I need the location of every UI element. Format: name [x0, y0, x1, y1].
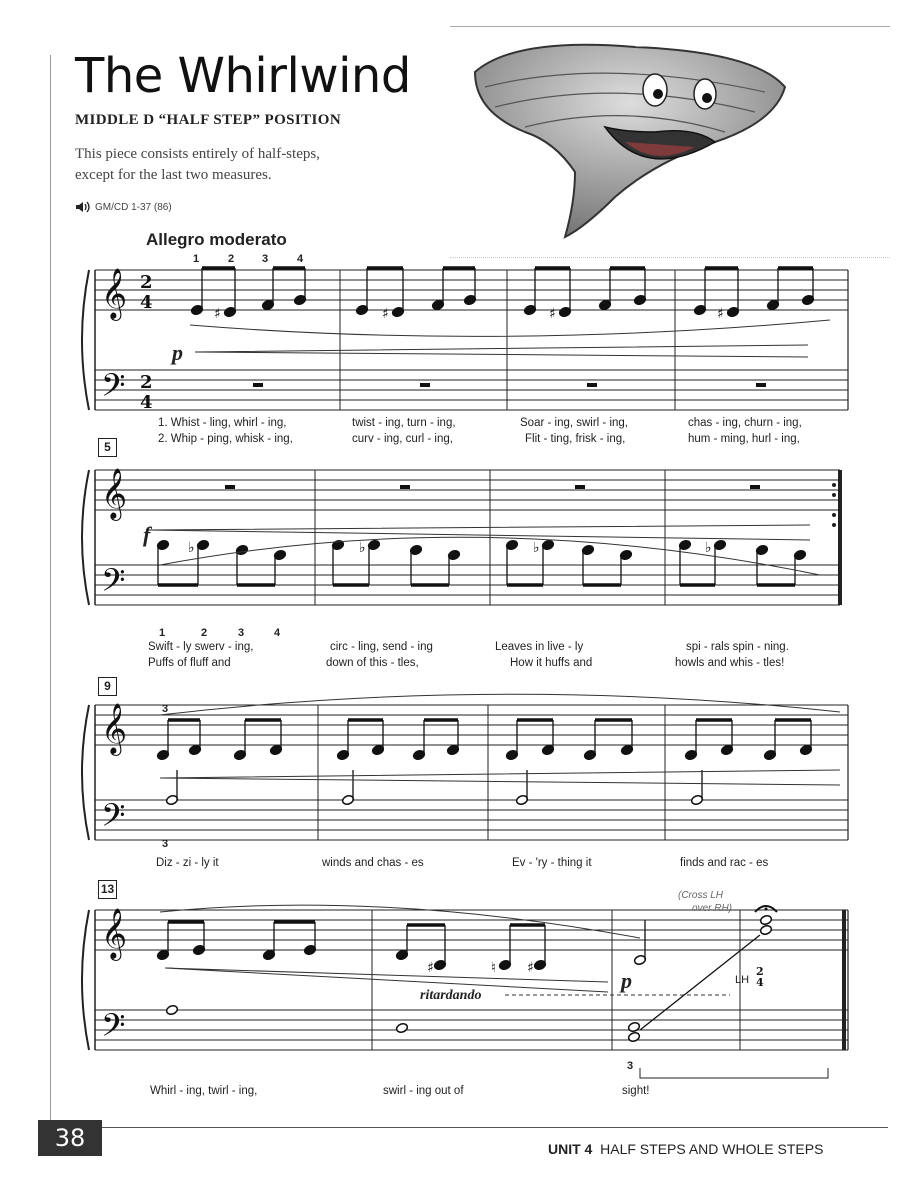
- position-subtitle: MIDDLE D “HALF STEP” POSITION: [75, 112, 342, 128]
- treble-clef-icon: 𝄞: [101, 703, 128, 754]
- sharp-icon: ♯: [427, 960, 434, 976]
- sharp-icon: ♯: [527, 960, 534, 976]
- time-signature: 4: [140, 392, 153, 413]
- note-head: [627, 1031, 640, 1042]
- footer-rule: [38, 1127, 888, 1128]
- sharp-icon: ♯: [214, 306, 221, 322]
- ritardando-marking: ritardando: [420, 988, 482, 1003]
- note-head: [759, 914, 772, 925]
- lyric: howls and whis - tles!: [675, 657, 785, 669]
- dynamic-marking: p: [621, 968, 632, 993]
- lyric: Ev - 'ry - thing it: [512, 857, 592, 869]
- rest: [400, 485, 410, 489]
- repeat-dot: [832, 483, 836, 487]
- treble-clef-icon: 𝄞: [101, 908, 128, 959]
- rest: [253, 383, 263, 387]
- note-head: [165, 1004, 178, 1015]
- finger-number: 1: [159, 627, 166, 639]
- note-head: [759, 924, 772, 935]
- lyric: swirl - ing out of: [383, 1085, 464, 1097]
- crescendo-hairpin: [195, 345, 808, 357]
- lyric: finds and rac - es: [680, 857, 769, 869]
- lh-label: LH: [735, 974, 750, 986]
- flat-icon: ♭: [188, 540, 195, 556]
- sharp-icon: ♯: [717, 306, 724, 322]
- triplet-number: 3: [162, 838, 169, 850]
- fermata-dot: [765, 908, 768, 911]
- finger-number: 1: [193, 253, 200, 265]
- time-signature: 2: [756, 965, 764, 978]
- cross-hands-note: (Cross LH: [678, 890, 724, 901]
- note-head: [627, 1021, 640, 1032]
- natural-icon: ♮: [491, 960, 497, 976]
- rest: [750, 485, 760, 489]
- bass-clef-icon: 𝄢: [101, 1007, 126, 1051]
- hairpin: [165, 968, 608, 992]
- flat-icon: ♭: [359, 540, 366, 556]
- description-line-2: except for the last two measures.: [75, 167, 272, 183]
- lyric: winds and chas - es: [322, 857, 424, 869]
- lyric: spi - rals spin - ning.: [686, 641, 789, 653]
- bracket: [640, 1068, 828, 1078]
- slur: [190, 320, 830, 336]
- finger-number: 3: [627, 1060, 634, 1072]
- rest: [225, 485, 235, 489]
- finger-number: 3: [262, 253, 269, 265]
- sharp-icon: ♯: [382, 306, 389, 322]
- lyric: hum - ming, hurl - ing,: [688, 433, 800, 445]
- lyric: Diz - zi - ly it: [156, 857, 219, 869]
- dynamic-marking: f: [143, 522, 151, 547]
- lyric: Whirl - ing, twirl - ing,: [150, 1085, 258, 1097]
- lyric: down of this - tles,: [326, 657, 419, 669]
- time-signature: 4: [756, 976, 764, 989]
- time-signature: 2: [140, 272, 153, 293]
- finger-number: 4: [274, 627, 281, 639]
- lyric: circ - ling, send - ing: [330, 641, 433, 653]
- lyric: Leaves in live - ly: [495, 641, 584, 653]
- lyric: Soar - ing, swirl - ing,: [520, 417, 629, 429]
- lyric: sight!: [622, 1085, 650, 1097]
- unit-topic: HALF STEPS AND WHOLE STEPS: [600, 1141, 824, 1157]
- finger-number: 2: [228, 253, 235, 265]
- bass-clef-icon: 𝄢: [101, 367, 126, 411]
- page-number: 38: [38, 1120, 102, 1156]
- lyric: Flit - ting, frisk - ing,: [525, 433, 626, 445]
- flat-icon: ♭: [705, 540, 712, 556]
- treble-clef-icon: 𝄞: [101, 268, 128, 319]
- repeat-dot: [832, 493, 836, 497]
- lyric: Puffs of fluff and: [148, 657, 231, 669]
- brace: [82, 705, 89, 840]
- flat-icon: ♭: [533, 540, 540, 556]
- rest: [756, 383, 766, 387]
- note-head: [395, 1022, 408, 1033]
- time-signature: 2: [140, 372, 153, 393]
- time-signature: 4: [140, 292, 153, 313]
- treble-clef-icon: 𝄞: [101, 468, 128, 519]
- lyric: 2. Whip - ping, whisk - ing,: [158, 433, 293, 445]
- tempo-marking: Allegro moderato: [146, 230, 287, 249]
- repeat-dot: [832, 513, 836, 517]
- lyric: How it huffs and: [510, 657, 593, 669]
- cross-hands-note: over RH): [692, 903, 733, 914]
- measure-number: 13: [98, 880, 117, 899]
- sharp-icon: ♯: [549, 306, 556, 322]
- measure-number: 9: [98, 677, 117, 696]
- lyric: 1. Whist - ling, whirl - ing,: [158, 417, 287, 429]
- footer-unit: [548, 1141, 823, 1157]
- hairpin: [160, 770, 840, 785]
- lyric: Swift - ly swerv - ing,: [148, 641, 254, 653]
- audio-label: GM/CD 1-37 (86): [95, 201, 172, 213]
- rest: [420, 383, 430, 387]
- bass-clef-icon: 𝄢: [101, 562, 126, 606]
- lyric: curv - ing, curl - ing,: [352, 433, 453, 445]
- dynamic-marking: p: [172, 340, 183, 365]
- lyric: chas - ing, churn - ing,: [688, 417, 802, 429]
- rest: [587, 383, 597, 387]
- brace: [82, 470, 89, 605]
- bass-clef-icon: 𝄢: [101, 797, 126, 841]
- brace: [82, 910, 89, 1050]
- triplet-number: 3: [162, 703, 169, 715]
- finger-number: 2: [201, 627, 208, 639]
- lyric: twist - ing, turn - ing,: [352, 417, 456, 429]
- brace: [82, 270, 89, 410]
- page-title: The Whirlwind: [75, 48, 411, 104]
- repeat-dot: [832, 523, 836, 527]
- description-line-1: This piece consists entirely of half-steps,: [75, 146, 320, 162]
- finger-number: 4: [297, 253, 304, 265]
- finger-number: 3: [238, 627, 245, 639]
- rest: [575, 485, 585, 489]
- measure-number: 5: [98, 438, 117, 457]
- unit-label: UNIT 4: [548, 1141, 593, 1157]
